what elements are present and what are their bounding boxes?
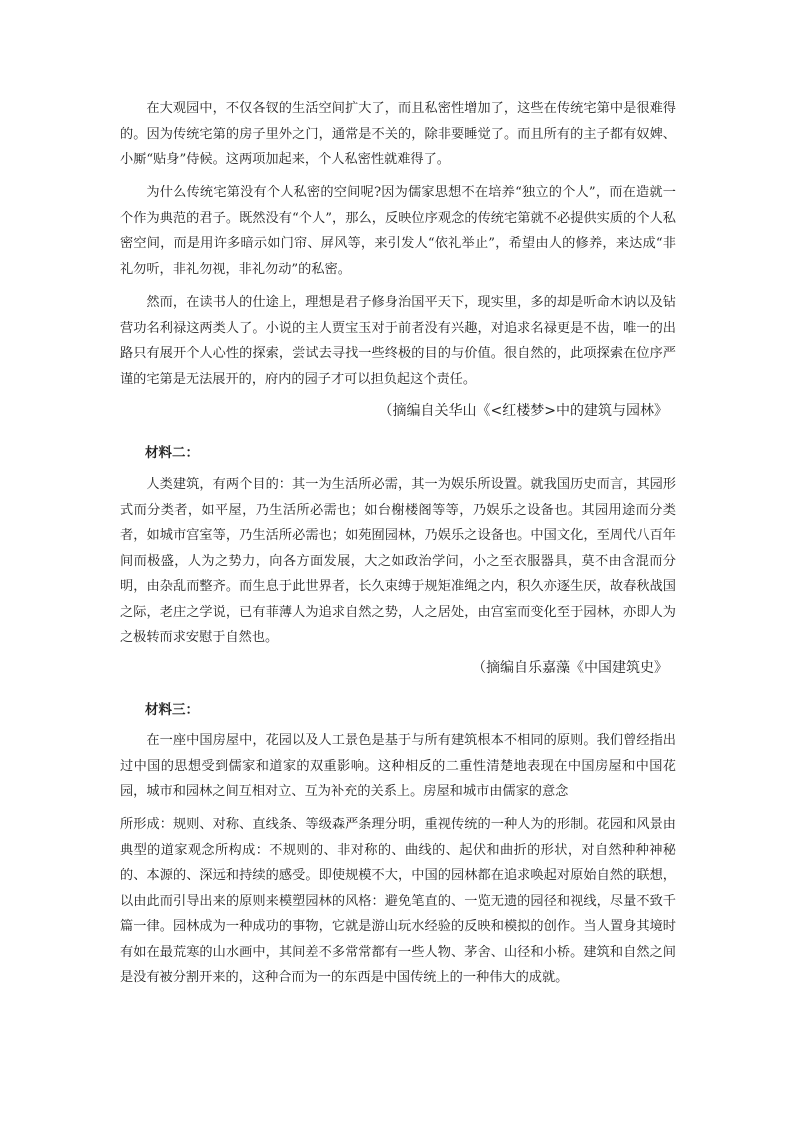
material2-source: （摘编自乐嘉藻《中国建筑史》 [472,660,668,676]
material2-paragraph-1: 人类建筑，有两个目的：其一为生活所必需，其一为娱乐所设置。就我国历史而言，其园形式而分类者，如平屋，乃生活所必需也；如台榭楼阁等等，乃娱乐之设备也。其园用途而分类者，如城市宫室等，乃生活所必需也；如苑囿园林，乃娱乐之设备也。中国文化，至周代八百年间而极盛，人为之势力，向各方面发展，大之如政治学问，小之至衣服器具，莫不由含混而分明，由杂乱而整齐。而生息于此世界者，长久束缚于规矩准绳之内，积久亦逐生厌，故春秋战国之际，老庄之学说，已有菲薄人为追求自然之势，人之居处，由宫室而变化至于园林，亦即人为之极转而求安慰于自然也。 [120,477,676,645]
material1-paragraph-1: 在大观园中，不仅各钗的生活空间扩大了，而且私密性增加了，这些在传统宅第中是很难得的。因为传统宅第的房子里外之门，通常是不关的，除非要睡觉了。而且所有的主子都有奴婢、小厮“贴身”侍候。这两项加起来，个人私密性就难得了。 [120,101,676,167]
material1-paragraph-3: 然而，在读书人的仕途上，理想是君子修身治国平天下，现实里，多的却是听命木讷以及钻营功名利禄这两类人了。小说的主人贾宝玉对于前者没有兴趣，对追求名禄更是不齿，唯一的出路只有展开个人心性的探索，尝试去寻找一些终极的目的与价值。很自然的，此项探索在位序严谨的宅第是无法展开的，府内的园子才可以担负起这个责任。 [120,295,676,387]
material1-paragraph-2: 为什么传统宅第没有个人私密的空间呢?因为儒家思想不在培养“独立的个人”，而在造就一个作为典范的君子。既然没有“个人”，那么，反映位序观念的传统宅第就不必提供实质的个人私密空间，而是用许多暗示如门帘、屏风等，来引发人“依礼举止”，希望由人的修养，来达成“非礼勿听，非礼勿视，非礼勿动”的私密。 [120,185,676,277]
material2-heading: 材料二： [145,445,199,461]
material3-paragraph-1: 在一座中国房屋中，花园以及人工景色是基于与所有建筑根本不相同的原则。我们曾经指出过中国的思想受到儒家和道家的双重影响。这种相反的二重性清楚地表现在中国房屋和中国花园，城市和园林之间互相对立、互为补充的关系上。房屋和城市由儒家的意念 [120,733,676,799]
material3-heading: 材料三： [145,702,199,718]
material3-paragraph-2: 所形成：规则、对称、直线条、等级森严条理分明，重视传统的一种人为的形制。花园和风景由典型的道家观念所构成：不规则的、非对称的、曲线的、起伏和曲折的形状，对自然种种神秘的、本源的、深远和持续的感受。即使规模不大，中国的园林都在追求唤起对原始自然的联想，以由此而引导出来的原则来模塑园林的风格：避免笔直的、一览无遗的园径和视线，尽量不致千篇一律。园林成为一种成功的事物，它就是游山玩水经验的反映和模拟的创作。当人置身其境时有如在最荒寒的山水画中，其间差不多常常都有一些人物、茅舍、山径和小桥。建筑和自然之间是没有被分割开来的，这种合而为一的东西是中国传统上的一种伟大的成就。 [120,817,676,985]
material1-source: （摘编自关华山《<红楼梦>中的建筑与园林》 [378,403,668,419]
